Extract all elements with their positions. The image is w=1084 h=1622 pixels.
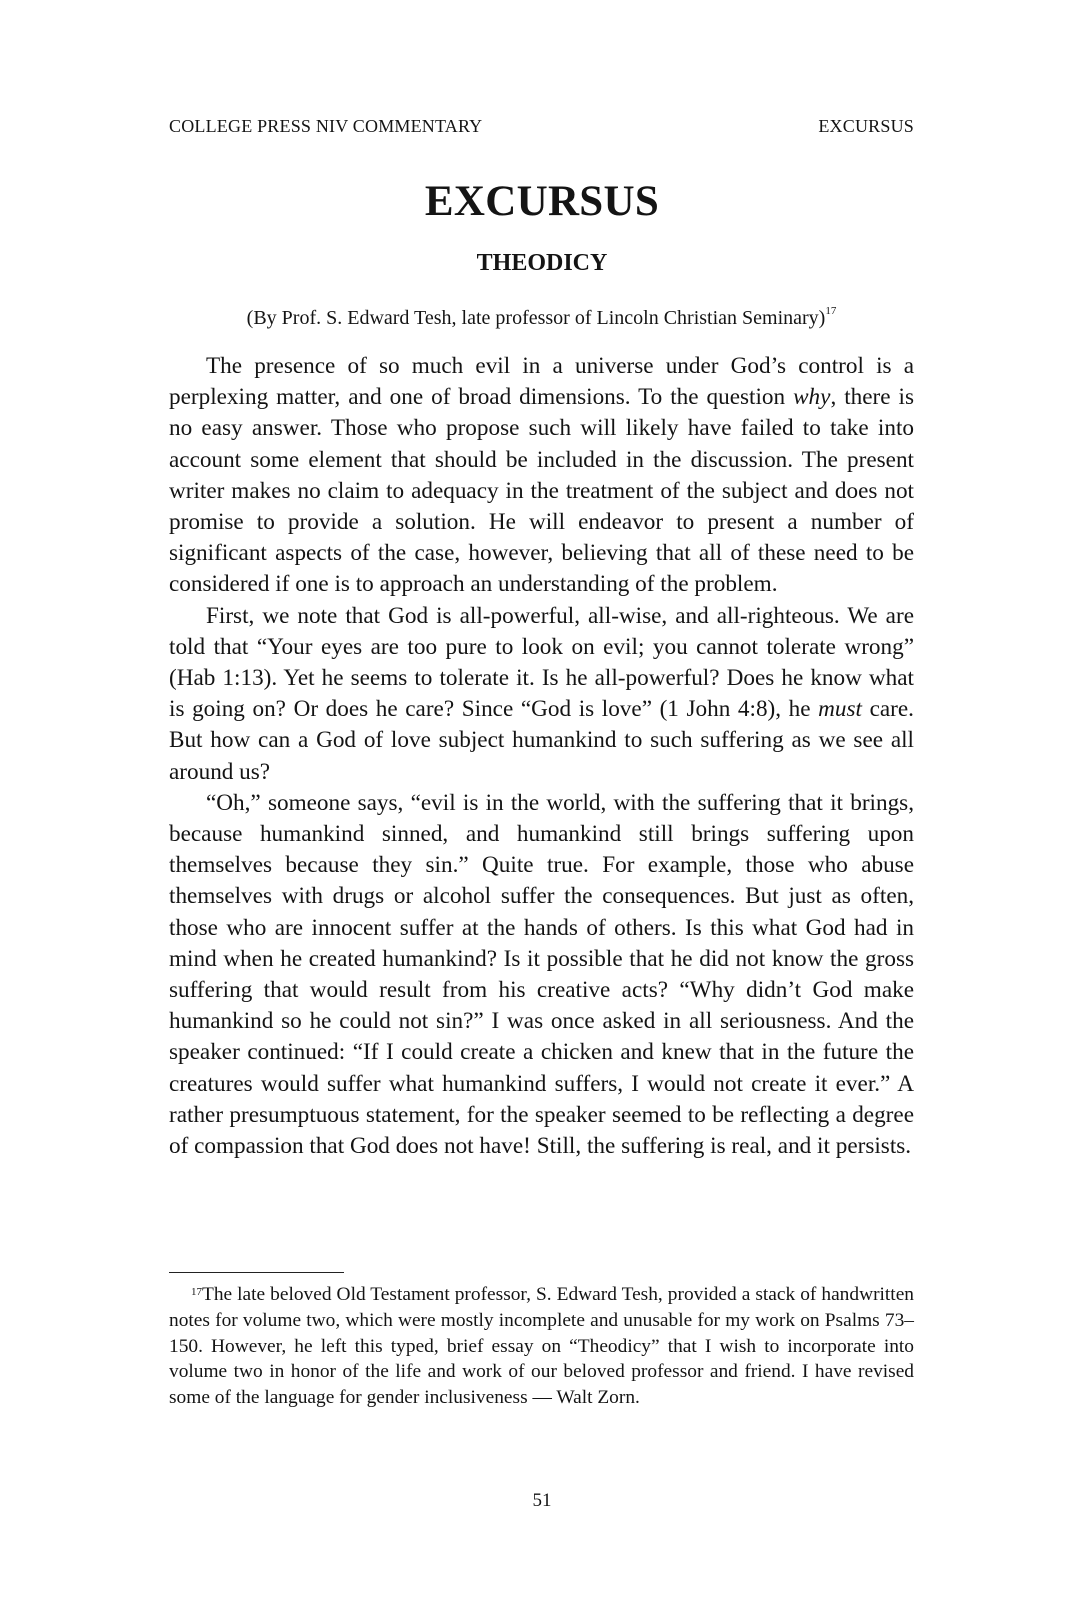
footnote bbox=[169, 1282, 914, 1411]
body-text bbox=[169, 351, 914, 1162]
running-head-book-title: COLLEGE PRESS NIV COMMENTARY bbox=[169, 116, 483, 136]
italic-text: must bbox=[818, 696, 862, 723]
chapter-subtitle: THEODICY bbox=[476, 250, 608, 276]
running-head-section: EXCURSUS bbox=[818, 116, 914, 136]
text-run: First, we note that God is all-powerful, all-wise, and all-righteous. We are told that “Your eyes are too pure to look on evil; you cannot tolerate wrong” (Hab 1:13). Yet he seems to tolerate it. Is he all-powerful? Does he know what is going on? Or does he care? Since “God is love” (1 John 4:8), he bbox=[169, 602, 914, 723]
running-head bbox=[169, 116, 914, 137]
footnote-rule bbox=[169, 1272, 344, 1273]
paragraph bbox=[169, 601, 914, 788]
paragraph bbox=[169, 351, 914, 601]
footnote-paragraph bbox=[169, 1282, 914, 1411]
text-run: , there is no easy answer. Those who propose such will likely have failed to take into account some element that should be included in the discussion. The present writer makes no claim to adequacy in the treatment of the subject and does not promise to provide a solution. He will endeavor to present a number of significant aspects of the case, however, believing that all of these need to be considered if one is to approach an understanding of the problem. bbox=[169, 384, 914, 598]
byline bbox=[169, 307, 914, 330]
text-run: care. But how can a God of love subject humankind to such suffering as we see all around us? bbox=[169, 696, 914, 785]
text-run: The presence of so much evil in a universe under God’s control is a perplexing matter, and one of broad dimensions. To the question bbox=[169, 353, 914, 411]
chapter-title: EXCURSUS bbox=[424, 178, 660, 225]
footnote-text: The late beloved Old Testament professor, S. Edward Tesh, provided a stack of handwritten notes for volume two, which were mostly incomplete and unusable for my work on Psalms 73–150. However, he left this typed, brief essay on “Theodicy” that I wish to incorporate into volume two in honor of the life and work of our beloved professor and friend. I have revised some of the language for gender inclusiveness — Walt Zorn. bbox=[169, 1284, 914, 1409]
paragraph bbox=[169, 788, 914, 1162]
page-number: 51 bbox=[532, 1490, 552, 1511]
italic-text: why bbox=[793, 384, 831, 411]
footnote-number: 17 bbox=[191, 1286, 202, 1298]
text-run: “Oh,” someone says, “evil is in the world, with the suffering that it brings, because humankind sinned, and humankind still brings suffering upon themselves because they sin.” Quite true. For example, those who abuse themselves with drugs or alcohol suffer the consequences. But just as often, those who are innocent suffer at the hands of others. Is this what God had in mind when he created humankind? Is it possible that he did not know the gross suffering that would result from his creative acts? “Why didn’t God make humankind so he could not sin?” I was once asked in all seriousness. And the speaker continued: “If I could create a chicken and knew that in the future the creatures would suffer what humankind suffers, I would not create it ever.” A rather presumptuous statement, for the speaker seemed to be reflecting a degree of compassion that God does not have! Still, the suffering is real, and it persists. bbox=[169, 789, 914, 1160]
footnote-reference: 17 bbox=[825, 305, 837, 317]
byline-text: (By Prof. S. Edward Tesh, late professor of Lincoln Christian Seminary) bbox=[246, 307, 826, 329]
